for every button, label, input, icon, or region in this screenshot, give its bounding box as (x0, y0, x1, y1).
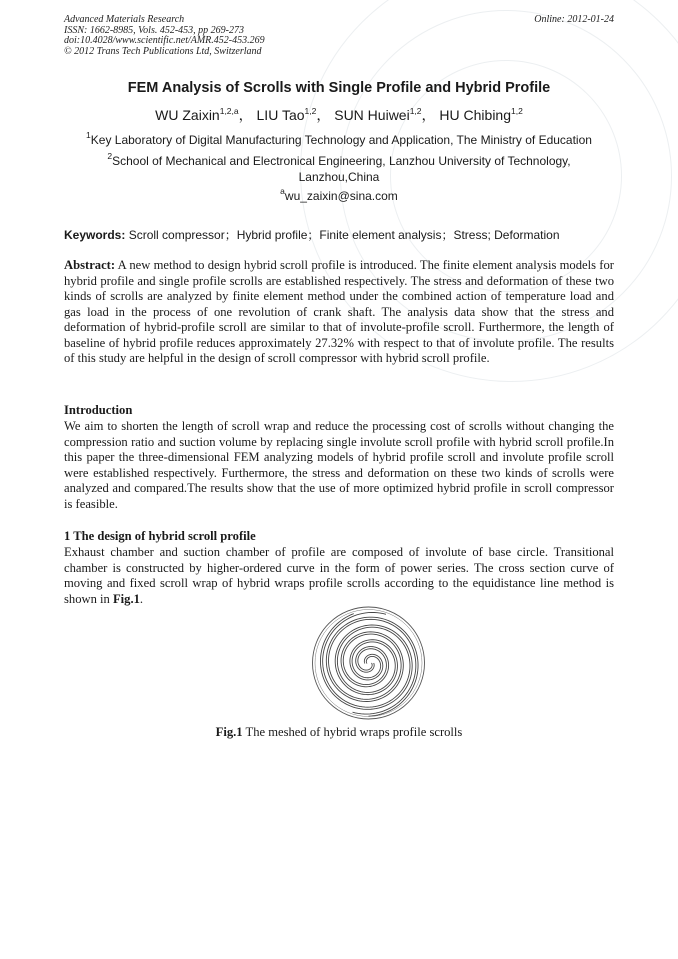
section-1-text: Exhaust chamber and suction chamber of profile are composed of involute of base circle. Transitional chamber is constructed by higher-ordered curve in the form of power series. The cross section curve of moving and fixed scroll wrap of hybrid wraps profile scrolls according to the equidistance line method is shown in Fig.1. (64, 545, 614, 606)
copyright-line: © 2012 Trans Tech Publications Ltd, Switzerland (64, 45, 262, 57)
keywords-label: Keywords: (64, 228, 126, 242)
affiliation-1: $^1$Key Laboratory of Digital Manufacturing Technology and Application, The Ministry of Education (86, 130, 592, 147)
abstract (64, 258, 614, 367)
author-list (0, 105, 678, 125)
introduction-text: We aim to shorten the length of scroll wrap and reduce the processing cost of scrolls without changing the compression ratio and suction volume by replacing single involute scroll profile with hybrid scroll profile.In this paper the three-dimensional FEM analyzing models of hybrid profile scroll and involute profile scroll were established respectively. Furthermore, the stress and deformation on these two kinds of scrolls were analyzed and compared.The results show that the use of more optimized hybrid profile in scroll compressor is feasible. (64, 419, 614, 511)
author-email: $^a$wu_zaixin@sina.com (280, 186, 398, 203)
introduction-heading: Introduction (64, 403, 133, 417)
author: WU Zaixin$^{1,2,a}$， (155, 106, 253, 123)
keywords (64, 226, 614, 243)
doi-line: doi:10.4028/www.scientific.net/AMR.452-453.269 (64, 35, 265, 46)
keywords-text: Scroll compressor；Hybrid profile；Finite element analysis；Stress; Deformation (125, 228, 560, 242)
figure-label: Fig.1 (215, 725, 243, 739)
section-1-heading: 1 The design of hybrid scroll profile (64, 529, 256, 543)
affiliation-2: $^2$School of Mechanical and Electronical Engineering, Lanzhou University of Technology, Lanzhou,China (107, 151, 571, 184)
author: HU Chibing$^{1,2}$ (439, 106, 523, 123)
running-header (64, 15, 614, 57)
online-date: Online: 2012-01-24 (534, 14, 614, 25)
author: LIU Tao$^{1,2}$， (256, 106, 331, 123)
paper-title: FEM Analysis of Scrolls with Single Profile and Hybrid Profile (127, 80, 551, 96)
issn-line: ISSN: 1662-8985, Vols. 452-453, pp 269-273 (64, 24, 244, 36)
figure-reference: Fig.1 (112, 591, 140, 606)
abstract-label: Abstract: (64, 258, 116, 272)
figure-caption (0, 725, 678, 740)
scroll-profile-figure (311, 606, 426, 720)
hybrid-scroll-diagram (311, 606, 426, 720)
figure-caption-text: The meshed of hybrid wraps profile scrolls (242, 725, 463, 739)
outer-circle (313, 607, 425, 719)
journal-name: Advanced Materials Research (64, 14, 185, 25)
author: SUN Huiwei$^{1,2}$， (334, 106, 436, 123)
abstract-text: A new method to design hybrid scroll profile is introduced. The finite element analysis models for hybrid profile and single profile scrolls are established respectively. The stress and deformation of these two kinds of scrolls are analyzed by finite element method under the combined action of temperature load and gas load in the process of one revolution of crank shaft. The analysis data show that the stress and deformation of hybrid-profile scroll are similar to that of involute-profile scroll. Furthermore, the length of baseline of hybrid profile reduces approximately 27.32% with respect to that of involute profile. The results of this study are helpful in the design of scroll compressor with hybrid scroll profile. (64, 258, 614, 365)
